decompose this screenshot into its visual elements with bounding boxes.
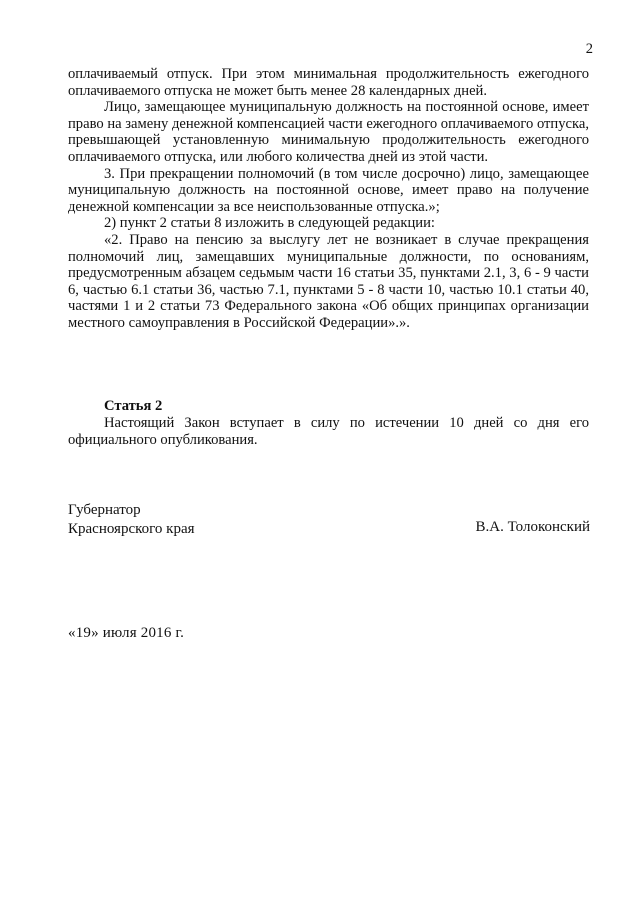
article-2-body xyxy=(68,415,589,448)
paragraph-compensation-right: Лицо, замещающее муниципальную должность на постоянной основе, имеет право на замену денежной компенсацией части ежегодного оплачиваемого отпуска, превышающей установленную минимальную продолжительность ежегодного оплачиваемого отпуска, или любого количества дней из этой части. xyxy=(68,99,590,165)
signatory-title-line1: Губернатор xyxy=(68,502,141,518)
paragraph-pension-right: «2. Право на пенсию за выслугу лет не возникает в случае прекращения полномочий лиц, замещавших муниципальные должности, по основаниям, предусмотренным абзацем седьмым части 16 статьи 35, пунктами 2.1, 3, 6 - 9 части 6, частью 6.1 статьи 36, частью 7.1, пунктами 5 - 8 части 10, частью 10.1 статьи 40, частями 1 и 2 статьи 73 Федерального закона «Об общих принципах организации местного самоуправления в Российской Федерации».». xyxy=(68,231,589,331)
signatory-name: В.А. Толоконский xyxy=(475,519,590,535)
page-number: 2 xyxy=(585,41,593,57)
signing-date: «19» июля 2016 г. xyxy=(68,625,185,641)
article-2-text: Настоящий Закон вступает в силу по истечении 10 дней со дня его официального опубликования. xyxy=(68,415,589,448)
signatory-title xyxy=(68,501,195,539)
article-2-heading: Статья 2 xyxy=(104,398,163,414)
paragraph-vacation-minimum: оплачиваемый отпуск. При этом минимальная продолжительность ежегодного оплачиваемого отпуска не может быть менее 28 календарных дней. xyxy=(68,66,589,99)
signatory-title-line2: Красноярского края xyxy=(68,521,195,537)
paragraph-amendment-intro: 2) пункт 2 статьи 8 изложить в следующей редакции: xyxy=(104,215,435,232)
law-text-body xyxy=(68,66,589,332)
paragraph-termination-compensation: 3. При прекращении полномочий (в том числе досрочно) лицо, замещающее муниципальную должность на постоянной основе, имеет право на получение денежной компенсации за все неиспользованные отпуска.»; xyxy=(68,165,589,215)
